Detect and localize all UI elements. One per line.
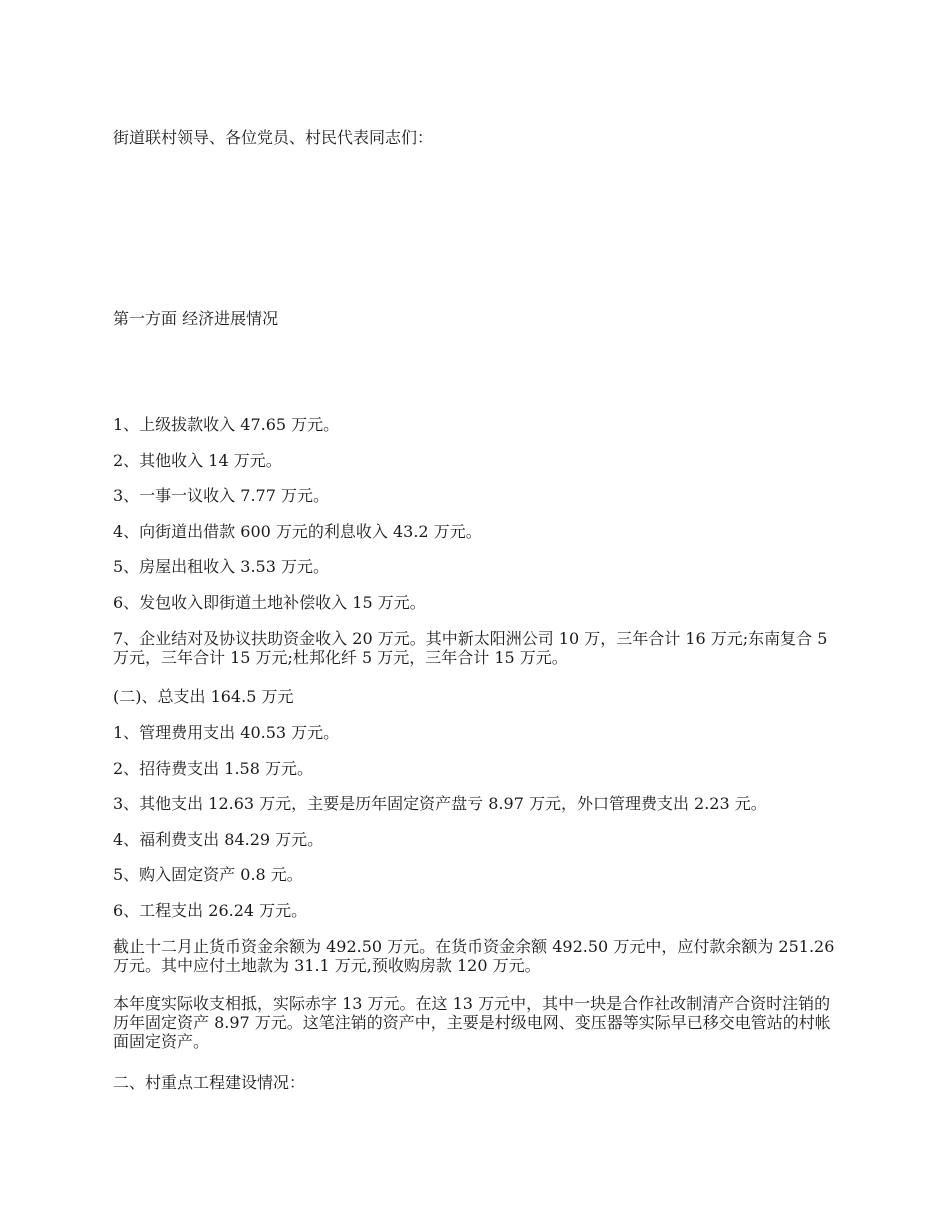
expense-item: 3、其他支出 12.63 万元，主要是历年固定资产盘亏 8.97 万元，外口管理费支出 2.23 元。	[113, 794, 767, 813]
project-heading: 二、村重点工程建设情况：	[113, 1073, 306, 1092]
income-item: 3、一事一议收入 7.77 万元。	[113, 486, 329, 505]
expense-item: 2、招待费支出 1.58 万元。	[113, 759, 313, 778]
income-item: 2、其他收入 14 万元。	[113, 451, 282, 470]
income-item: 6、发包收入即街道土地补偿收入 15 万元。	[113, 593, 426, 612]
income-item: 7、企业结对及协议扶助资金收入 20 万元。其中新太阳洲公司 10 万，三年合计 16 万元;东南复合 5 万元，三年合计 15 万元;杜邦化纤 5 万元，三年合计 15 万元。	[113, 629, 828, 667]
expense-item: 1、管理费用支出 40.53 万元。	[113, 723, 340, 742]
deficit-paragraph: 本年度实际收支相抵，实际赤字 13 万元。在这 13 万元中，其中一块是合作社改制清产合资时注销的历年固定资产 8.97 万元。这笔注销的资产中，主要是村级电网、变压器等实际早已移交电管站的村帐面固定资产。	[113, 994, 831, 1051]
balance-paragraph: 截止十二月止货币资金余额为 492.50 万元。在货币资金余额 492.50 万元中，应付款余额为 251.26 万元。其中应付土地款为 31.1 万元,预收购房款 120 万元。	[113, 937, 835, 975]
income-item: 1、上级拔款收入 47.65 万元。	[113, 415, 340, 434]
expense-item: 4、福利费支出 84.29 万元。	[113, 830, 324, 849]
section-heading: 第一方面 经济进展情况	[113, 309, 279, 328]
income-item: 4、向街道出借款 600 万元的利息收入 43.2 万元。	[113, 522, 482, 541]
greeting: 街道联村领导、各位党员、村民代表同志们：	[113, 128, 434, 147]
expense-heading: (二)、总支出 164.5 万元	[113, 687, 294, 706]
expense-item: 6、工程支出 26.24 万元。	[113, 901, 308, 920]
income-item: 5、房屋出租收入 3.53 万元。	[113, 557, 329, 576]
expense-item: 5、购入固定资产 0.8 元。	[113, 865, 303, 884]
